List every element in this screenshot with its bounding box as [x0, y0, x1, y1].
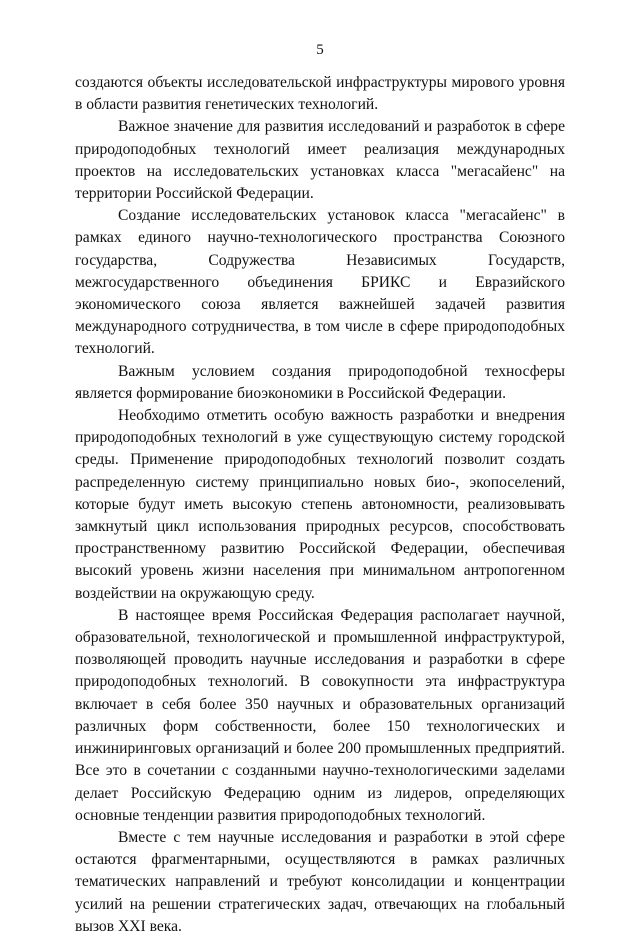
paragraph-6: В настоящее время Российская Федерация располагает научной, образовательной, технологической и промышленной инфраструктурой, позволяющей проводить научные исследования и разработки в сфере природоподобных технологий. В совокупности эта инфраструктура включает в себя более 350 научных и образовательных организаций различных форм собственности, более 150 технологических и инжиниринговых организаций и более 200 промышленных предприятий. Все это в сочетании с созданными научно-технологическими заделами делает Российскую Федерацию одним из лидеров, определяющих основные тенденции развития природоподобных технологий.	[75, 606, 565, 824]
page-number: 5	[316, 42, 324, 58]
paragraph-3: Создание исследовательских установок класса "мегасайенс" в рамках единого научно-технологического пространства Союзного государства, Содружества Независимых Государств, межгосударственного объединения БРИКС и Евразийского экономического союза является важнейшей задачей развития международного сотрудничества, в том числе в сфере природоподобных технологий.	[75, 207, 565, 358]
paragraph-7: Вместе с тем научные исследования и разработки в этой сфере остаются фрагментарными, осуществляются в рамках различных тематических направлений и требуют консолидации и концентрации усилий на решении стратегических задач, отвечающих на глобальный вызов XXI века.	[75, 828, 565, 935]
paragraph-2: Важное значение для развития исследований и разработок в сфере природоподобных технологий имеет реализация международных проектов на исследовательских установках класса "мегасайенс" на территории Российской Федерации.	[75, 118, 565, 203]
paragraph-1: создаются объекты исследовательской инфраструктуры мирового уровня в области развития генетических технологий.	[75, 74, 565, 114]
paragraph-4: Важным условием создания природоподобной техносферы является формирование биоэкономики в Российской Федерации.	[75, 362, 565, 402]
paragraph-5: Необходимо отметить особую важность разработки и внедрения природоподобных технологий в уже существующую систему городской среды. Применение природоподобных технологий позволит создать распределенную систему принципиально новых био-, экопоселений, которые будут иметь высокую степень автономности, реализовывать замкнутый цикл использования природных ресурсов, способствовать пространственному развитию Российской Федерации, обеспечивая высокий уровень жизни населения при минимальном антропогенном воздействии на окружающую среду.	[75, 407, 565, 602]
document-body	[75, 72, 565, 938]
